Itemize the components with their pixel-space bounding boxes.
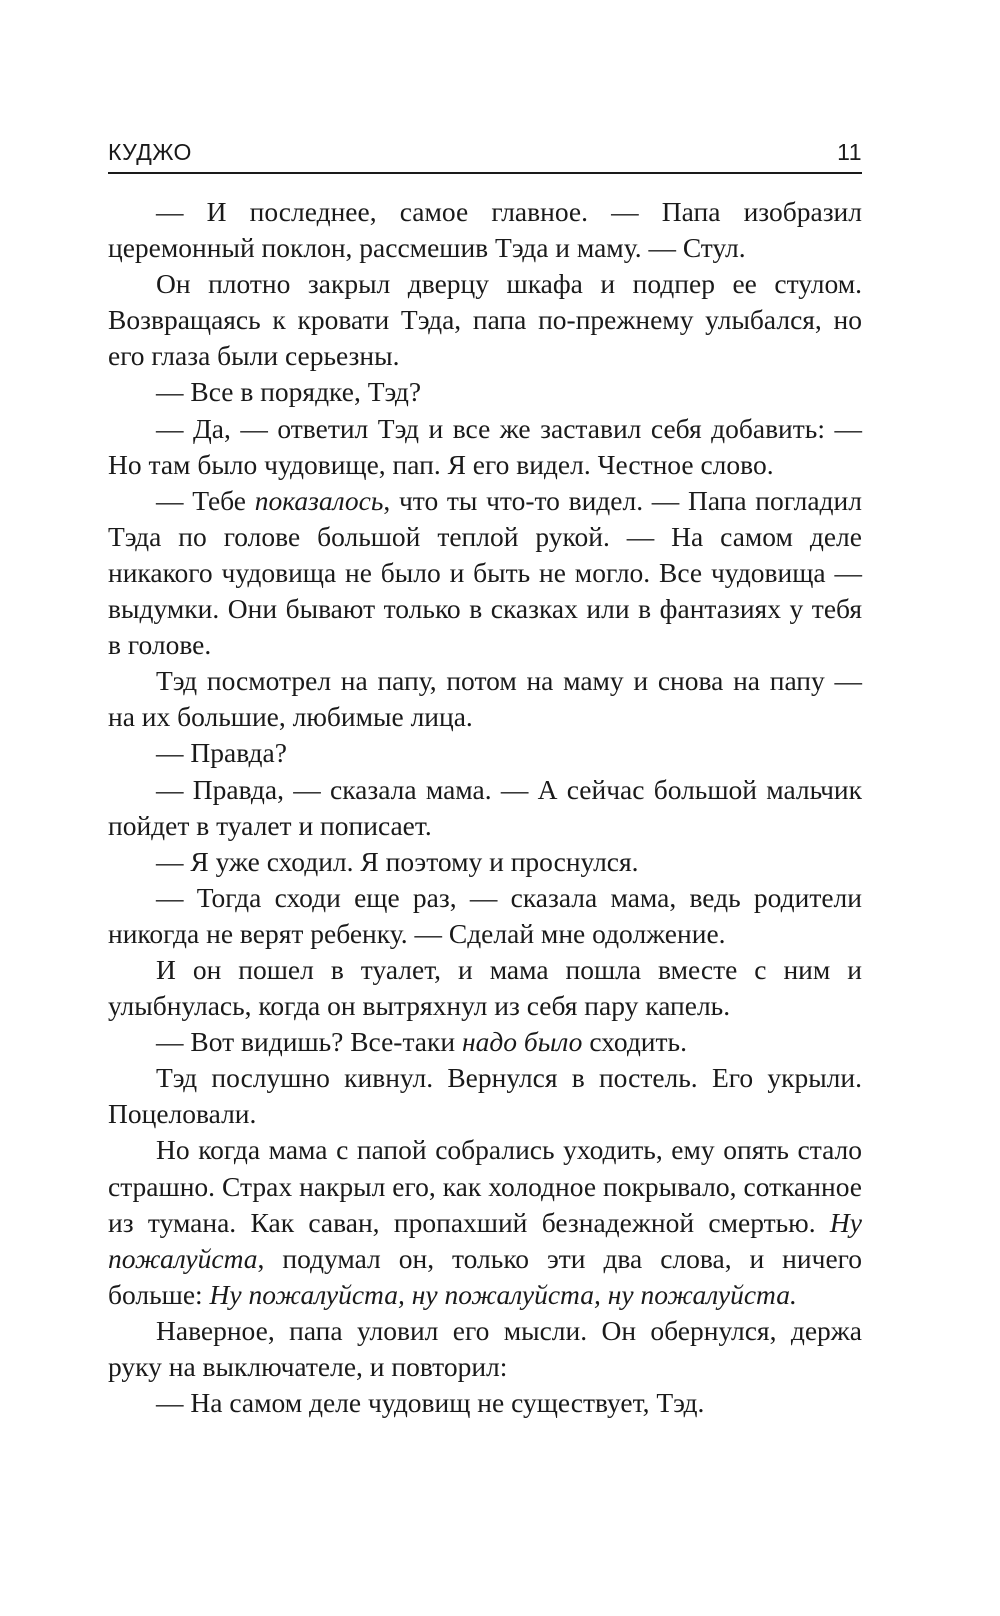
text-span: — Все в порядке, Тэд? [156, 376, 422, 408]
text-span: — Вот видишь? Все-таки [156, 1026, 462, 1058]
paragraph [108, 1024, 862, 1060]
text-span: — На самом деле чудовищ не существует, Тэд. [156, 1387, 705, 1419]
book-title: КУДЖО [108, 139, 192, 165]
paragraph [108, 844, 862, 880]
paragraph [108, 952, 862, 1024]
italic-text: Ну пожалуйста [108, 1206, 862, 1274]
page-number: 11 [837, 139, 862, 165]
italic-text: надо было [461, 1026, 583, 1058]
paragraph [108, 266, 862, 374]
text-span: Он плотно закрыл дверцу шкафа и подпер ее стулом. Возвращаясь к кровати Тэда, папа по-прежнему улыбался, но его глаза были серьезны. [108, 268, 862, 372]
book-page [108, 138, 862, 1421]
body-text [108, 194, 862, 1421]
text-span: Наверное, папа уловил его мысли. Он обернулся, держа руку на выключателе, и повторил: [108, 1314, 862, 1382]
paragraph [108, 374, 862, 410]
text-span: Но когда мама с папой собрались уходить, ему опять стало страшно. Страх накрыл его, как холодное покрывало, сотканное из тумана. Как саван, пропахший безнадежной смертью. [108, 1134, 862, 1238]
paragraph [108, 483, 862, 663]
text-span: Тэд послушно кивнул. Вернулся в постель. Его укрыли. Поцеловали. [108, 1062, 862, 1130]
text-span: , подумал он, только эти два слова, и ничего больше: [108, 1242, 862, 1310]
paragraph [108, 735, 862, 771]
text-span: — Я уже сходил. Я поэтому и проснулся. [156, 845, 639, 877]
paragraph [108, 411, 862, 483]
text-span: — Правда, — сказала мама. — А сейчас большой мальчик пойдет в туалет и пописает. [108, 773, 862, 841]
text-span: Тэд посмотрел на папу, потом на маму и снова на папу — на их большие, любимые лица. [108, 665, 862, 733]
text-span: — И последнее, самое главное. — Папа изобразил церемонный поклон, рассмешив Тэда и маму. — Стул. [108, 196, 862, 264]
paragraph [108, 663, 862, 735]
running-header [108, 138, 862, 174]
paragraph [108, 880, 862, 952]
paragraph [108, 1313, 862, 1385]
text-span: — Тебе [156, 484, 255, 516]
text-span: — Тогда сходи еще раз, — сказала мама, ведь родители никогда не верят ребенку. — Сделай мне одолжение. [108, 881, 862, 949]
paragraph [108, 1060, 862, 1132]
paragraph [108, 194, 862, 266]
paragraph [108, 1132, 862, 1312]
text-span: , что ты что-то видел. — Папа погладил Тэда по голове большой теплой рукой. — На самом деле никакого чудовища не было и быть не могло. Все чудовища — выдумки. Они бывают только в сказках или в фантазиях у тебя в голове. [108, 484, 862, 661]
text-span: — Правда? [156, 737, 287, 769]
text-span: — Да, — ответил Тэд и все же заставил себя добавить: — Но там было чудовище, пап. Я его видел. Честное слово. [108, 412, 862, 480]
italic-text: Ну пожалуйста, ну пожалуйста, ну пожалуйста. [209, 1278, 797, 1310]
paragraph [108, 772, 862, 844]
text-span: сходить. [582, 1026, 687, 1058]
italic-text: показалось [254, 484, 384, 516]
text-span: И он пошел в туалет, и мама пошла вместе с ним и улыбнулась, когда он вытряхнул из себя пару капель. [108, 953, 862, 1022]
paragraph [108, 1385, 862, 1421]
